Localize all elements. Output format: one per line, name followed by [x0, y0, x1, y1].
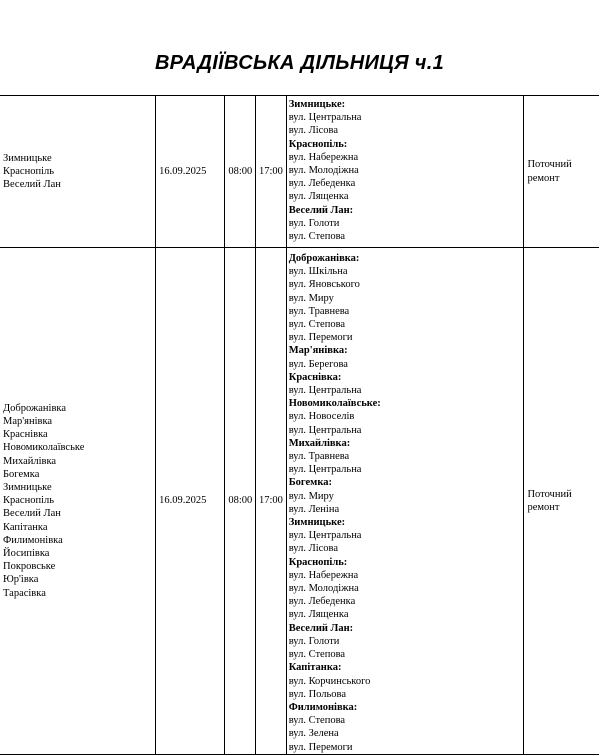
streets-cell [286, 248, 524, 755]
street-name: вул. Перемоги [288, 332, 353, 344]
street-name: вул. Центральна [288, 385, 362, 397]
settlement-heading: Краснопіль: [288, 138, 348, 150]
reason-text: ремонт [527, 501, 560, 513]
settlement-heading: Доброжанівка: [288, 253, 360, 264]
settlement-heading: Краснопіль: [288, 556, 348, 568]
settlement-name: Юр'івка [3, 574, 39, 586]
settlement-heading: Новомиколаївське: [288, 398, 381, 410]
start-time-cell: 08:00 [225, 96, 256, 248]
street-name: вул. Лісова [288, 125, 339, 137]
reason-text: ремонт [527, 172, 560, 184]
settlement-name: Йосипівка [3, 548, 50, 560]
settlement-name: Новомиколаївське [3, 442, 85, 454]
street-name: вул. Лебеденка [288, 178, 356, 190]
settlement-name: Краснопіль [3, 495, 55, 507]
settlement-name: Краснівка [3, 429, 48, 441]
street-name: вул. Степова [288, 231, 346, 243]
settlement-heading: Михайлівка: [288, 437, 351, 449]
street-name: вул. Набережна [288, 569, 359, 581]
street-name: вул. Голоти [288, 635, 340, 647]
settlement-heading: Зимницьке: [288, 99, 346, 110]
settlement-name: Доброжанівка [3, 402, 67, 414]
streets-cell [286, 96, 524, 248]
street-name: вул. Центральна [288, 464, 362, 476]
street-name: вул. Новоселів [288, 411, 355, 423]
settlement-name: Капітанка [3, 521, 48, 533]
outage-schedule-table [0, 95, 599, 755]
settlement-name: Веселий Лан [3, 179, 61, 191]
settlement-name: Краснопіль [3, 165, 55, 177]
settlement-name: Зимницьке [3, 152, 52, 164]
date-cell: 16.09.2025 [156, 96, 225, 248]
street-name: вул. Травнева [288, 451, 350, 463]
street-name: вул. Зелена [288, 728, 339, 740]
table-row [0, 248, 599, 755]
page-title: ВРАДІЇВСЬКА ДІЛЬНИЦЯ ч.1 [154, 52, 445, 74]
street-name: вул. Голоти [288, 217, 340, 229]
settlement-name: Филимонівка [3, 534, 63, 546]
street-name: вул. Степова [288, 715, 346, 727]
street-name: вул. Миру [288, 490, 334, 502]
street-name: вул. Лісова [288, 543, 339, 555]
reason-cell [524, 96, 599, 248]
settlement-name: Богемка [3, 468, 40, 480]
settlement-name: Покровське [3, 561, 56, 573]
street-name: вул. Набережна [288, 151, 359, 163]
settlement-name: Веселий Лан [3, 508, 61, 520]
settlements-cell [0, 248, 156, 755]
street-name: вул. Степова [288, 649, 346, 661]
street-name: вул. Шкільна [288, 266, 348, 278]
settlement-heading: Богемка: [288, 477, 332, 489]
settlement-name: Тарасівка [3, 587, 46, 599]
street-name: вул. Перемоги [288, 741, 353, 753]
street-name: вул. Миру [288, 292, 334, 304]
settlement-heading: Веселий Лан: [288, 622, 354, 634]
settlement-heading: Капітанка: [288, 662, 342, 674]
settlement-heading: Краснівка: [288, 371, 342, 383]
reason-text: Поточний [527, 488, 572, 500]
settlements-cell [0, 96, 156, 248]
table-row [0, 96, 599, 248]
street-name: вул. Степова [288, 319, 346, 331]
settlement-name: Мар'янівка [3, 416, 53, 428]
settlement-name: Михайлівка [3, 455, 57, 467]
settlement-name: Зимницьке [3, 482, 52, 494]
street-name: вул. Лебеденка [288, 596, 356, 608]
street-name: вул. Яновського [288, 279, 360, 291]
street-name: вул. Польова [288, 688, 347, 700]
settlement-heading: Мар'янівка: [288, 345, 348, 357]
street-name: вул. Молодіжна [288, 583, 359, 595]
street-name: вул. Корчинського [288, 675, 371, 687]
settlement-heading: Филимонівка: [288, 701, 358, 713]
street-name: вул. Молодіжна [288, 165, 359, 177]
start-time-cell: 08:00 [225, 248, 256, 755]
street-name: вул. Леніна [288, 503, 340, 515]
street-name: вул. Лященка [288, 609, 349, 621]
street-name: вул. Центральна [288, 424, 362, 436]
date-cell: 16.09.2025 [156, 248, 225, 755]
reason-cell [524, 248, 599, 755]
street-name: вул. Центральна [288, 112, 362, 124]
street-name: вул. Берегова [288, 358, 348, 370]
street-name: вул. Травнева [288, 305, 350, 317]
street-name: вул. Лященка [288, 191, 349, 203]
end-time-cell: 17:00 [256, 96, 287, 248]
settlement-heading: Зимницьке: [288, 517, 346, 529]
end-time-cell: 17:00 [256, 248, 287, 755]
reason-text: Поточний [527, 159, 572, 171]
street-name: вул. Центральна [288, 530, 362, 542]
settlement-heading: Веселий Лан: [288, 204, 354, 216]
